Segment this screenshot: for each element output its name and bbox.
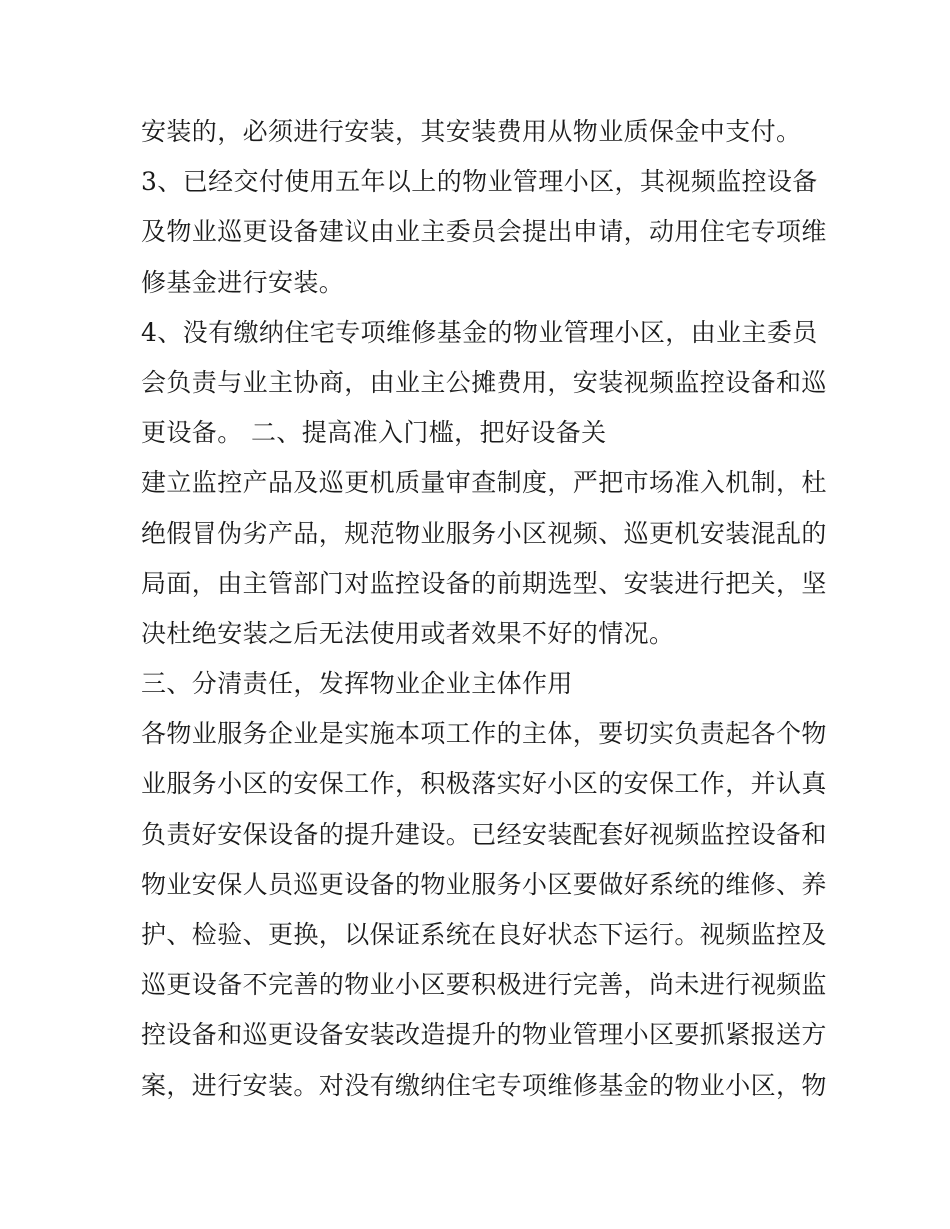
- section-heading: 三、分清责任，发挥物业企业主体作用: [141, 669, 573, 699]
- text-line: 巡更设备不完善的物业小区要积极进行完善，尚未进行视频监: [141, 970, 827, 1000]
- text-line: 物业安保人员巡更设备的物业服务小区要做好系统的维修、养: [141, 869, 827, 899]
- section-heading-line: 更设备。 二、提高准入门槛，把好设备关: [141, 418, 607, 448]
- text-line: 护、检验、更换，以保证系统在良好状态下运行。视频监控及: [141, 920, 827, 949]
- text-line: 案，进行安装。对没有缴纳住宅专项维修基金的物业小区，物: [141, 1070, 827, 1100]
- text-line: 安装的，必须进行安装，其安装费用从物业质保金中支付。: [141, 117, 802, 146]
- text-line: 4、没有缴纳住宅专项维修基金的物业管理小区，由业主委员: [141, 317, 818, 347]
- text-line: 及物业巡更设备建议由业主委员会提出申请，动用住宅专项维: [141, 217, 827, 247]
- text-line: 决杜绝安装之后无法使用或者效果不好的情况。: [141, 618, 675, 648]
- text-line: 3、已经交付使用五年以上的物业管理小区，其视频监控设备: [141, 167, 818, 197]
- text-line: 负责好安保设备的提升建设。已经安装配套好视频监控设备和: [141, 819, 827, 849]
- text-line: 建立监控产品及巡更机质量审查制度，严把市场准入机制，杜: [141, 468, 827, 498]
- text-line: 绝假冒伪劣产品，规范物业服务小区视频、巡更机安装混乱的: [141, 518, 827, 548]
- text-line: 修基金进行安装。: [141, 267, 345, 297]
- text-line: 局面，由主管部门对监控设备的前期选型、安装进行把关，坚: [141, 568, 827, 598]
- text-line: 会负责与业主协商，由业主公摊费用，安装视频监控设备和巡: [141, 367, 827, 397]
- text-line: 控设备和巡更设备安装改造提升的物业管理小区要抓紧报送方: [141, 1020, 827, 1050]
- body-text: [141, 107, 827, 1111]
- text-line: 各物业服务企业是实施本项工作的主体，要切实负责起各个物: [141, 719, 827, 749]
- text-line: 业服务小区的安保工作，积极落实好小区的安保工作，并认真: [141, 769, 827, 799]
